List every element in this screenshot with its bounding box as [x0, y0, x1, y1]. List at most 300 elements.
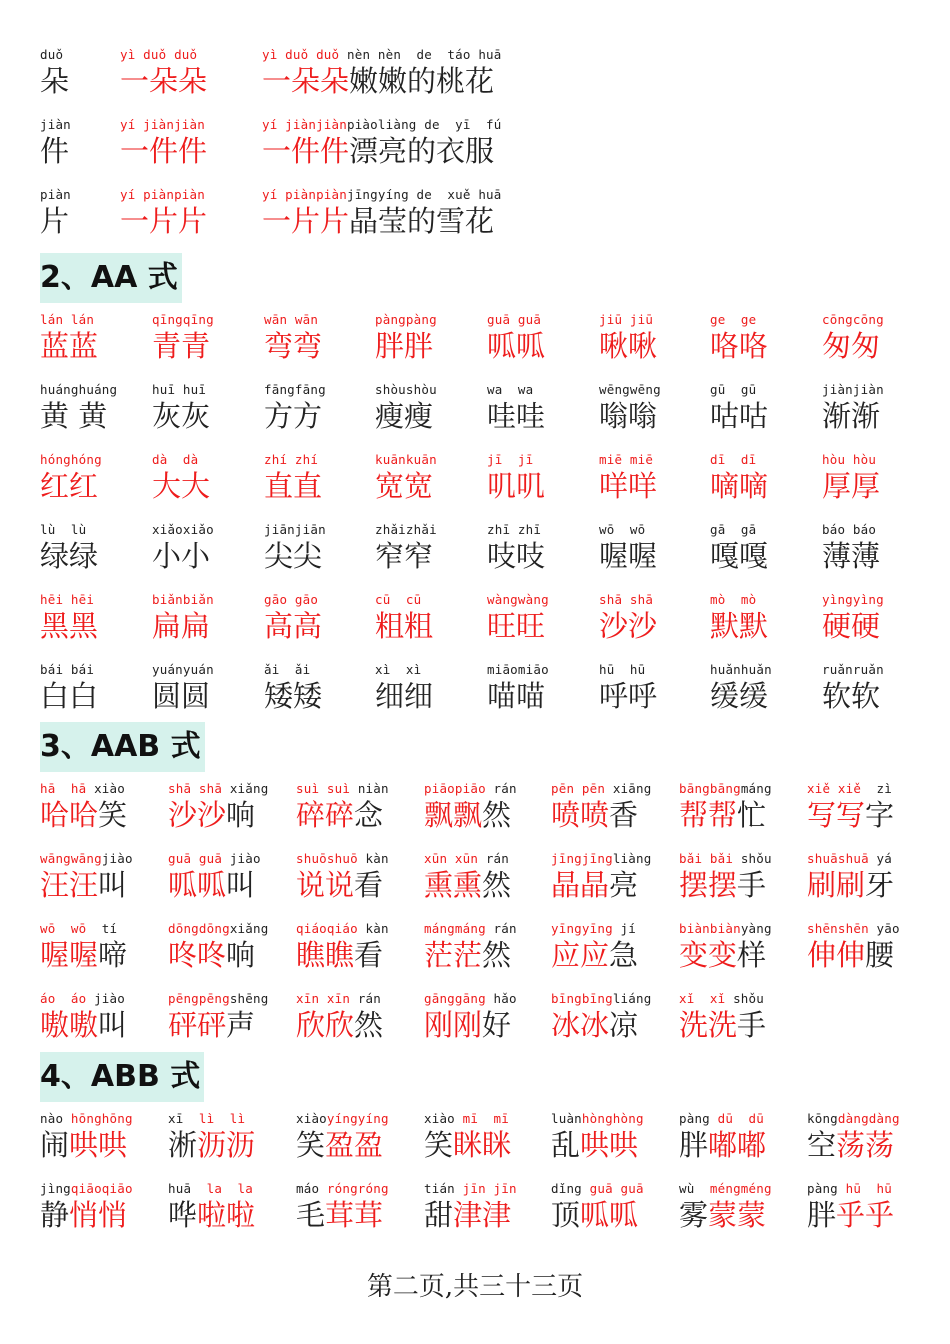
pinyin-segment: máng — [740, 781, 772, 796]
pinyin-segment: bǎi bǎi — [679, 851, 734, 866]
hanzi-line — [822, 399, 880, 433]
hanzi-segment: 刷刷 — [807, 868, 866, 902]
pinyin-line — [40, 1182, 133, 1196]
pinyin-segment: dàngdàng — [837, 1111, 900, 1126]
pinyin-segment: yuányuán — [152, 662, 214, 677]
pinyin-segment: biànbiàn — [679, 921, 741, 936]
hanzi-line — [679, 1198, 766, 1232]
hanzi-segment: 咩咩 — [599, 469, 658, 503]
hanzi-segment: 说说 — [296, 868, 355, 902]
hanzi-segment: 白白 — [40, 679, 99, 713]
hanzi-line — [168, 868, 255, 902]
hanzi-segment: 念 — [354, 798, 384, 832]
pinyin-segment: rán — [485, 921, 517, 936]
hanzi-line — [375, 329, 433, 363]
pinyin-line — [40, 523, 86, 537]
pinyin-segment: pēngpēng — [168, 991, 230, 1006]
pinyin-line — [296, 992, 381, 1006]
pinyin-segment: cōngcōng — [822, 312, 884, 327]
hanzi-line — [168, 1128, 255, 1162]
hanzi-line — [152, 469, 210, 503]
pinyin-segment: yāo — [868, 921, 900, 936]
pinyin-segment: wō wō — [599, 522, 646, 537]
pinyin-line — [296, 852, 389, 866]
hanzi-line — [152, 399, 210, 433]
hanzi-segment: 样 — [737, 938, 767, 972]
section-heading: 4、ABB 式 — [40, 1052, 204, 1102]
hanzi-segment: 沥沥 — [197, 1128, 256, 1162]
pinyin-segment: suì suì — [296, 781, 351, 796]
pinyin-line — [424, 782, 517, 796]
hanzi-segment: 摆摆 — [679, 868, 738, 902]
hanzi-segment: 忙 — [737, 798, 767, 832]
pinyin-segment: zhǎizhǎi — [375, 522, 437, 537]
pinyin-segment: kuānkuān — [375, 452, 437, 467]
hanzi-segment: 静 — [40, 1198, 70, 1232]
hanzi-segment: 呼呼 — [599, 679, 658, 713]
hanzi-segment: 绿绿 — [40, 539, 99, 573]
pinyin-line — [296, 1182, 389, 1196]
pinyin-segment: yí piànpiàn — [262, 187, 347, 202]
hanzi-segment: 叫 — [226, 868, 256, 902]
hanzi-segment: 声 — [226, 1008, 256, 1042]
pinyin-segment: piāopiāo — [424, 781, 486, 796]
pinyin-segment: yí piànpiàn — [120, 187, 205, 202]
hanzi-line — [424, 1008, 511, 1042]
hanzi-line — [599, 329, 657, 363]
word-row — [0, 992, 950, 1052]
hanzi-segment: 变变 — [679, 938, 738, 972]
pinyin-segment: rán — [485, 781, 517, 796]
pinyin-line — [168, 782, 268, 796]
pinyin-segment: pàng — [807, 1181, 846, 1196]
pinyin-segment: jīn jīn — [462, 1181, 517, 1196]
hanzi-segment: 然 — [482, 938, 512, 972]
hanzi-segment: 一件件 — [120, 134, 208, 168]
pinyin-segment: yàng — [740, 921, 772, 936]
pinyin-line — [679, 922, 772, 936]
hanzi-segment: 雾 — [679, 1198, 709, 1232]
hanzi-segment: 洗洗 — [679, 1008, 738, 1042]
pinyin-segment: miāomiāo — [487, 662, 549, 677]
hanzi-segment: 顶 — [551, 1198, 581, 1232]
hanzi-line — [822, 329, 880, 363]
pinyin-segment: yíngyíng — [326, 1111, 389, 1126]
hanzi-segment: 碎碎 — [296, 798, 355, 832]
pinyin-segment: nào — [40, 1111, 71, 1126]
word-row — [0, 453, 950, 513]
pinyin-line — [375, 663, 421, 677]
word-row — [0, 1182, 950, 1242]
hanzi-line — [40, 204, 69, 238]
pinyin-segment: hēi hēi — [40, 592, 95, 607]
pinyin-segment: liáng — [612, 991, 652, 1006]
hanzi-segment: 笑 — [424, 1128, 454, 1162]
hanzi-segment: 乱 — [551, 1128, 581, 1162]
pinyin-segment: jīngjīng — [551, 851, 613, 866]
pinyin-segment: áo áo — [40, 991, 87, 1006]
hanzi-segment: 粗粗 — [375, 609, 434, 643]
hanzi-line — [487, 539, 545, 573]
hanzi-segment: 汪汪 — [40, 868, 99, 902]
hanzi-segment: 叫 — [98, 1008, 128, 1042]
hanzi-segment: 默默 — [710, 609, 769, 643]
pinyin-segment: hā hā — [40, 781, 87, 796]
pinyin-segment: nèn nèn de táo huā — [339, 47, 502, 62]
pinyin-line — [599, 383, 661, 397]
hanzi-segment: 哗 — [168, 1198, 198, 1232]
hanzi-segment: 瘦瘦 — [375, 399, 434, 433]
word-row — [0, 523, 950, 583]
hanzi-segment: 看 — [354, 938, 384, 972]
pinyin-line — [40, 48, 63, 62]
pinyin-line — [264, 593, 318, 607]
hanzi-segment: 应应 — [551, 938, 610, 972]
hanzi-segment: 朵 — [40, 64, 70, 98]
hanzi-line — [296, 938, 383, 972]
hanzi-segment: 胖 — [807, 1198, 837, 1232]
pinyin-segment: zhī zhī — [487, 522, 542, 537]
pinyin-line — [822, 663, 884, 677]
pinyin-line — [152, 453, 198, 467]
hanzi-line — [40, 1128, 127, 1162]
pinyin-line — [262, 118, 502, 132]
pinyin-segment: lì lì — [198, 1111, 246, 1126]
pinyin-line — [551, 992, 651, 1006]
hanzi-line — [40, 1198, 127, 1232]
pinyin-segment: huánghuáng — [40, 382, 118, 397]
hanzi-segment: 甜 — [424, 1198, 454, 1232]
pinyin-segment: jiào — [222, 851, 261, 866]
hanzi-segment: 帮帮 — [679, 798, 738, 832]
pinyin-segment: xiě xiě — [807, 781, 862, 796]
pinyin-segment: huǎnhuǎn — [710, 662, 772, 677]
hanzi-line — [375, 539, 433, 573]
hanzi-segment: 矮矮 — [264, 679, 323, 713]
pinyin-segment: jiào — [86, 991, 125, 1006]
hanzi-segment: 晶晶 — [551, 868, 610, 902]
hanzi-segment: 薄薄 — [822, 539, 881, 573]
hanzi-line — [424, 938, 511, 972]
pinyin-segment: shuāshuā — [807, 851, 869, 866]
hanzi-line — [40, 329, 98, 363]
pinyin-line — [599, 453, 653, 467]
hanzi-line — [424, 868, 511, 902]
pinyin-line — [168, 1112, 245, 1126]
hanzi-segment: 咕咕 — [710, 399, 769, 433]
hanzi-segment: 渐渐 — [822, 399, 881, 433]
pinyin-segment: fāngfāng — [264, 382, 326, 397]
hanzi-line — [487, 399, 545, 433]
hanzi-segment: 黑黑 — [40, 609, 99, 643]
hanzi-segment: 悄悄 — [69, 1198, 128, 1232]
hanzi-line — [807, 868, 894, 902]
hanzi-segment: 眯眯 — [453, 1128, 512, 1162]
hanzi-line — [296, 1198, 383, 1232]
pinyin-line — [424, 992, 517, 1006]
pinyin-segment: duǒ — [40, 47, 64, 62]
hanzi-segment: 啾啾 — [599, 329, 658, 363]
hanzi-segment: 手 — [737, 868, 767, 902]
pinyin-line — [487, 383, 533, 397]
hanzi-line — [807, 1128, 894, 1162]
pinyin-line — [822, 383, 884, 397]
hanzi-line — [168, 1008, 255, 1042]
hanzi-line — [710, 399, 768, 433]
hanzi-segment: 哄哄 — [580, 1128, 639, 1162]
hanzi-segment: 缓缓 — [710, 679, 769, 713]
hanzi-line — [551, 1008, 638, 1042]
pinyin-line — [40, 453, 102, 467]
pinyin-line — [599, 593, 653, 607]
word-row — [0, 313, 950, 373]
pinyin-line — [152, 313, 214, 327]
pinyin-segment: xiào — [86, 781, 125, 796]
hanzi-line — [296, 868, 383, 902]
hanzi-segment: 呱呱 — [168, 868, 227, 902]
pinyin-segment: piàoliàng de yī fú — [346, 117, 502, 132]
pinyin-line — [551, 782, 651, 796]
pinyin-line — [296, 1112, 389, 1126]
pinyin-segment: xǐ xǐ — [679, 991, 726, 1006]
pinyin-line — [168, 1182, 253, 1196]
hanzi-segment: 漂亮的衣服 — [349, 134, 495, 168]
pinyin-segment: dà dà — [152, 452, 199, 467]
pinyin-line — [264, 453, 318, 467]
hanzi-line — [679, 868, 766, 902]
hanzi-segment: 盈盈 — [325, 1128, 384, 1162]
pinyin-line — [152, 663, 214, 677]
hanzi-segment: 一件件 — [262, 134, 350, 168]
section-heading: 2、AA 式 — [40, 253, 182, 303]
hanzi-line — [679, 1008, 766, 1042]
hanzi-segment: 哈哈 — [40, 798, 99, 832]
pinyin-line — [487, 313, 541, 327]
hanzi-line — [40, 64, 69, 98]
pinyin-line — [375, 523, 437, 537]
pinyin-segment: shǒu — [733, 851, 772, 866]
hanzi-segment: 空 — [807, 1128, 837, 1162]
hanzi-segment: 急 — [609, 938, 639, 972]
pinyin-segment: hū hū — [845, 1181, 892, 1196]
hanzi-line — [551, 798, 638, 832]
hanzi-line — [710, 679, 768, 713]
hanzi-segment: 凉 — [609, 1008, 639, 1042]
hanzi-segment: 淅 — [168, 1128, 198, 1162]
pinyin-segment: piàn — [40, 187, 71, 202]
hanzi-line — [487, 609, 545, 643]
pinyin-segment: ruǎnruǎn — [822, 662, 884, 677]
pinyin-segment: jī jī — [487, 452, 534, 467]
pinyin-line — [599, 313, 653, 327]
pinyin-line — [120, 188, 205, 202]
hanzi-line — [375, 469, 433, 503]
hanzi-segment: 一片片 — [262, 204, 350, 238]
hanzi-line — [40, 868, 127, 902]
hanzi-segment: 一朵朵 — [120, 64, 208, 98]
hanzi-segment: 窄窄 — [375, 539, 434, 573]
pinyin-segment: zì — [861, 781, 892, 796]
pinyin-line — [551, 1112, 644, 1126]
pinyin-segment: méngméng — [709, 1181, 772, 1196]
word-row — [0, 782, 950, 842]
hanzi-segment: 嘟嘟 — [708, 1128, 767, 1162]
pinyin-line — [40, 992, 125, 1006]
pinyin-line — [551, 852, 651, 866]
pinyin-segment: jiū jiū — [599, 312, 654, 327]
pinyin-line — [375, 383, 437, 397]
hanzi-line — [152, 609, 210, 643]
pinyin-line — [40, 118, 71, 132]
hanzi-line — [262, 204, 494, 238]
hanzi-line — [551, 1128, 638, 1162]
pinyin-line — [40, 383, 117, 397]
pinyin-segment: lù lù — [40, 522, 87, 537]
hanzi-line — [487, 469, 545, 503]
pinyin-segment: gū gū — [710, 382, 757, 397]
pinyin-segment: wàngwàng — [487, 592, 549, 607]
pinyin-line — [710, 523, 756, 537]
hanzi-line — [152, 679, 210, 713]
pinyin-line — [152, 523, 214, 537]
hanzi-line — [679, 938, 766, 972]
hanzi-line — [710, 329, 768, 363]
hanzi-line — [40, 399, 107, 433]
hanzi-segment: 宽宽 — [375, 469, 434, 503]
hanzi-segment: 沙沙 — [168, 798, 227, 832]
pinyin-line — [40, 188, 71, 202]
hanzi-line — [40, 469, 98, 503]
hanzi-line — [551, 938, 638, 972]
hanzi-segment: 笑 — [98, 798, 128, 832]
pinyin-segment: kōng — [807, 1111, 838, 1126]
pinyin-segment: gā gā — [710, 522, 757, 537]
pinyin-segment: yá — [868, 851, 892, 866]
pinyin-line — [375, 313, 437, 327]
pinyin-segment: tí — [86, 921, 118, 936]
pinyin-segment: hū hū — [599, 662, 646, 677]
pinyin-segment: hòu hòu — [822, 452, 877, 467]
pinyin-segment: huā — [168, 1181, 207, 1196]
pinyin-segment: ǎi ǎi — [264, 662, 311, 677]
pinyin-line — [152, 593, 214, 607]
hanzi-segment: 啼 — [98, 938, 128, 972]
hanzi-segment: 看 — [354, 868, 384, 902]
pinyin-line — [807, 1182, 892, 1196]
pinyin-line — [807, 922, 900, 936]
hanzi-segment: 片 — [40, 204, 70, 238]
hanzi-line — [264, 679, 322, 713]
hanzi-line — [599, 469, 657, 503]
hanzi-segment: 瞧瞧 — [296, 938, 355, 972]
pinyin-segment: jìng — [40, 1181, 71, 1196]
pinyin-segment: dǐng — [551, 1181, 590, 1196]
pinyin-segment: xì xì — [375, 662, 422, 677]
pinyin-segment: gānggāng — [424, 991, 486, 1006]
hanzi-segment: 嘎嘎 — [710, 539, 769, 573]
measure-word-row — [0, 48, 950, 108]
hanzi-segment: 飘飘 — [424, 798, 483, 832]
pinyin-segment: zhí zhí — [264, 452, 319, 467]
hanzi-line — [262, 64, 494, 98]
pinyin-line — [264, 663, 310, 677]
pinyin-segment: jiàn — [40, 117, 71, 132]
hanzi-line — [551, 868, 638, 902]
pinyin-line — [710, 593, 756, 607]
hanzi-segment: 茸茸 — [325, 1198, 384, 1232]
pinyin-line — [551, 922, 636, 936]
pinyin-segment: xiào — [424, 1111, 463, 1126]
pinyin-line — [262, 188, 502, 202]
pinyin-segment: yí jiànjiàn — [120, 117, 205, 132]
hanzi-line — [424, 1128, 511, 1162]
hanzi-segment: 咚咚 — [168, 938, 227, 972]
pinyin-line — [296, 782, 389, 796]
hanzi-line — [40, 938, 127, 972]
pinyin-line — [679, 852, 772, 866]
hanzi-line — [807, 938, 894, 972]
hanzi-line — [679, 1128, 766, 1162]
pinyin-segment: huī huī — [152, 382, 207, 397]
pinyin-segment: shā shā — [168, 781, 223, 796]
word-row — [0, 1112, 950, 1172]
pinyin-line — [679, 782, 772, 796]
pinyin-segment: jí — [612, 921, 636, 936]
pinyin-line — [168, 852, 261, 866]
pinyin-segment: jiānjiān — [264, 522, 326, 537]
pinyin-line — [807, 1112, 900, 1126]
pinyin-segment: hònghòng — [581, 1111, 644, 1126]
pinyin-segment: qiāoqiāo — [70, 1181, 133, 1196]
pinyin-segment: pàngpàng — [375, 312, 437, 327]
hanzi-line — [822, 679, 880, 713]
hanzi-segment: 吱吱 — [487, 539, 546, 573]
hanzi-segment: 然 — [354, 1008, 384, 1042]
pinyin-segment: tián — [424, 1181, 463, 1196]
hanzi-segment: 胖胖 — [375, 329, 434, 363]
pinyin-segment: yīngyīng — [551, 921, 613, 936]
hanzi-segment: 津津 — [453, 1198, 512, 1232]
hanzi-segment: 软软 — [822, 679, 881, 713]
hanzi-segment: 响 — [226, 938, 256, 972]
pinyin-segment: qiáoqiáo — [296, 921, 358, 936]
pinyin-line — [120, 118, 205, 132]
pinyin-segment: xiǎoxiǎo — [152, 522, 214, 537]
hanzi-segment: 嫩嫩的桃花 — [349, 64, 495, 98]
pinyin-line — [120, 48, 197, 62]
hanzi-segment: 闹 — [40, 1128, 70, 1162]
pinyin-segment: hónghóng — [40, 452, 102, 467]
pinyin-segment: wa wa — [487, 382, 534, 397]
hanzi-line — [152, 329, 210, 363]
pinyin-segment: guā guā — [168, 851, 223, 866]
hanzi-segment: 咯咯 — [710, 329, 769, 363]
pinyin-segment: shǒu — [725, 991, 764, 1006]
pinyin-line — [296, 922, 389, 936]
pinyin-line — [679, 1182, 772, 1196]
hanzi-segment: 红红 — [40, 469, 99, 503]
hanzi-segment: 字 — [865, 798, 895, 832]
hanzi-line — [120, 64, 207, 98]
pinyin-line — [424, 1182, 517, 1196]
hanzi-line — [551, 1198, 638, 1232]
hanzi-segment: 高高 — [264, 609, 323, 643]
pinyin-segment: gāo gāo — [264, 592, 319, 607]
hanzi-segment: 香 — [609, 798, 639, 832]
pinyin-segment: niàn — [350, 781, 389, 796]
pinyin-line — [822, 313, 884, 327]
hanzi-segment: 呱呱 — [487, 329, 546, 363]
